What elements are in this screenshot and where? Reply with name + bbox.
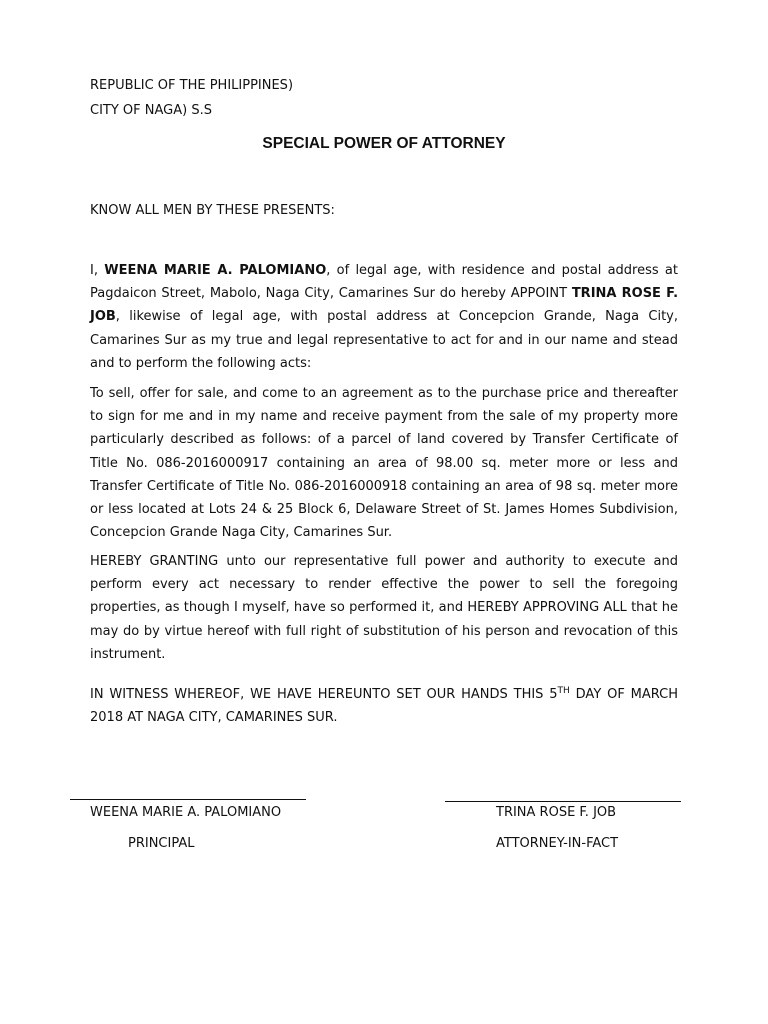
document-title: SPECIAL POWER OF ATTORNEY (262, 135, 506, 152)
witness-text-1: IN WITNESS WHEREOF, WE HAVE HEREUNTO SET OUR HANDS THIS 5 (90, 687, 558, 702)
appointment-text-1: I, (90, 263, 105, 278)
appointment-text-3: , likewise of legal age, with postal address at Concepcion Grande, Naga City, Camarines Sur as my true and legal representative to act for and in our name and stead and to perform the following acts: (90, 309, 678, 371)
witness-day-suffix: TH (557, 686, 570, 696)
salutation: KNOW ALL MEN BY THESE PRESENTS: (90, 203, 335, 218)
granting-paragraph: HEREBY GRANTING unto our representative full power and authority to execute and perform every act necessary to render effective the power to sell the foregoing properties, as though I myself, have so performed it, and HEREBY APPROVING ALL that he may do by virtue hereof with full right of substitution of his person and revocation of this instrument. (90, 554, 678, 662)
caption-city: CITY OF NAGA) S.S (90, 103, 212, 118)
attorney-name: TRINA ROSE F. JOB (90, 286, 679, 325)
principal-signature-line (70, 799, 306, 800)
witness-text-2: DAY OF MARCH 2018 AT NAGA CITY, CAMARINES SUR. (90, 687, 678, 726)
caption-republic: REPUBLIC OF THE PHILIPPINES) (90, 78, 294, 93)
attorney-role: ATTORNEY-IN-FACT (496, 836, 619, 851)
appointment-paragraph (90, 259, 678, 375)
witness-clause (90, 683, 678, 729)
principal-signature-name: WEENA MARIE A. PALOMIANO (90, 805, 282, 820)
principal-role: PRINCIPAL (128, 836, 195, 851)
powers-paragraph: To sell, offer for sale, and come to an agreement as to the purchase price and thereafter to sign for me and in my name and receive payment from the sale of my property more particularly described as follows: of a parcel of land covered by Transfer Certificate of Title No. 086-2016000917 containing an area of 98.00 sq. meter more or less and Transfer Certificate of Title No. 086-2016000918 containing an area of 98 sq. meter more or less located at Lots 24 & 25 Block 6, Delaware Street of St. James Homes Subdivision, Concepcion Grande Naga City, Camarines Sur. (90, 386, 678, 541)
appointment-text-2: , of legal age, with residence and postal address at Pagdaicon Street, Mabolo, Naga City, Camarines Sur do hereby APPOINT (90, 263, 678, 302)
attorney-signature-name: TRINA ROSE F. JOB (496, 805, 617, 820)
principal-name: WEENA MARIE A. PALOMIANO (104, 263, 327, 278)
